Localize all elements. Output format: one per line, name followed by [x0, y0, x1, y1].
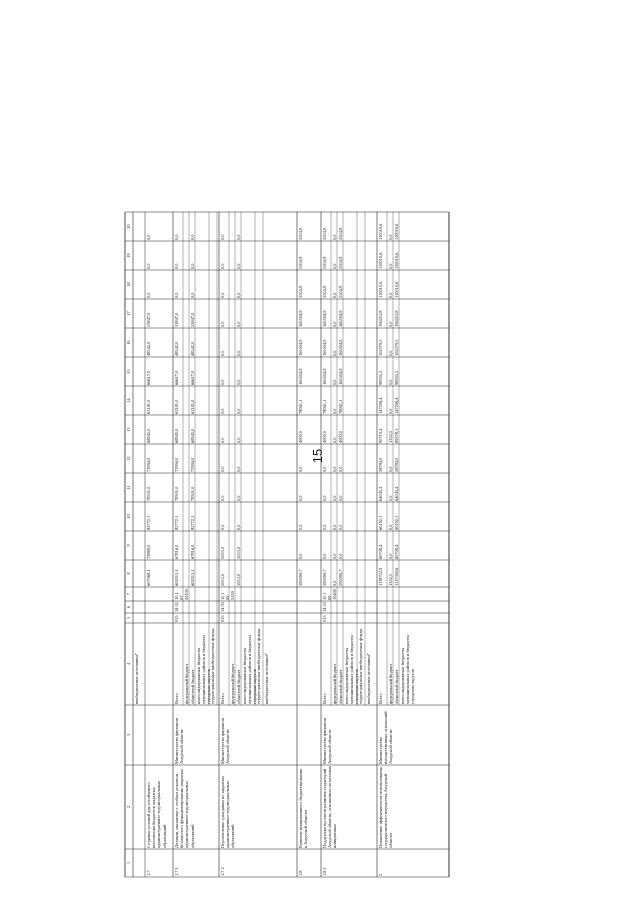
- value-cell: 1117390,6: [394, 567, 399, 586]
- value-cell: 78301,0: [174, 486, 179, 501]
- value-cell: 53847,0: [174, 312, 179, 327]
- value-cell: 68945,0: [146, 428, 151, 443]
- value-cell: 0,0: [220, 437, 225, 443]
- value-cell: 66617,0: [190, 370, 195, 385]
- funding-source-label: областной бюджет: [236, 669, 241, 704]
- column-number-header: 16: [126, 340, 131, 345]
- value-cell: 0,0: [190, 263, 195, 269]
- value-cell: 0,0: [338, 553, 343, 559]
- value-cell: 48542,0: [146, 341, 151, 356]
- value-cell: 0,0: [146, 263, 151, 269]
- value-cell: 165504,9: [298, 368, 303, 385]
- value-cell: 0,0: [332, 524, 337, 530]
- value-cell: 0,0: [236, 234, 241, 240]
- value-cell: 89378,1: [394, 428, 399, 443]
- budget-code: 10 1 09 5159: [220, 591, 236, 600]
- value-cell: 63181,0: [190, 399, 195, 414]
- value-cell: 0,0: [236, 466, 241, 472]
- value-cell: 595090,7: [298, 569, 303, 586]
- value-cell: 0,0: [220, 321, 225, 327]
- value-cell: 78301,0: [190, 486, 195, 501]
- value-cell: 0,0: [236, 437, 241, 443]
- page-number: 15: [310, 448, 325, 464]
- value-cell: 602015,1: [174, 569, 179, 586]
- value-cell: 60192,1: [378, 515, 383, 530]
- value-cell: 165504,9: [338, 368, 343, 385]
- column-number-header: 20: [126, 224, 131, 229]
- value-cell: 0,0: [388, 292, 393, 298]
- value-cell: 63181,0: [146, 399, 151, 414]
- measure-name: Создание условий для устойчивого исполнения бюджетов закрытых административно-территориальных образований: [146, 780, 167, 848]
- value-cell: 60708,4: [378, 544, 383, 559]
- funding-source-label: областной бюджет: [338, 669, 343, 704]
- value-cell: 0,0: [220, 408, 225, 414]
- row-number: 1.7.1: [174, 867, 179, 876]
- value-cell: 0,0: [388, 408, 393, 414]
- value-cell: 0,0: [388, 524, 393, 530]
- value-cell: 0,0: [236, 524, 241, 530]
- value-cell: 5504,9: [322, 256, 327, 269]
- value-cell: 110010,6: [378, 223, 383, 240]
- value-cell: 0,0: [236, 379, 241, 385]
- value-cell: 147206,4: [378, 397, 383, 414]
- value-cell: 0,0: [332, 350, 337, 356]
- value-cell: 0,0: [190, 292, 195, 298]
- funding-source-label: Всего: [220, 693, 225, 704]
- funding-source-label: консолидированные бюджеты муниципальных районов и бюджеты городских округов: [242, 635, 258, 704]
- funding-source-label: консолидированные бюджеты муниципальных районов и бюджеты городских округов: [400, 635, 416, 704]
- executor-name: [298, 706, 321, 764]
- funding-source-label: федеральный бюджет: [230, 663, 235, 704]
- row-number: 1.8: [298, 870, 303, 876]
- funding-source-label: внебюджетные источники*: [264, 653, 269, 704]
- value-cell: 0,0: [174, 234, 179, 240]
- value-cell: 0,0: [332, 234, 337, 240]
- column-number-header: 2: [126, 805, 131, 809]
- funding-source-label: внебюджетные источники*: [366, 653, 371, 704]
- row-number: 2: [378, 873, 383, 876]
- value-cell: 71994,0: [146, 457, 151, 472]
- value-cell: 106201,8: [394, 310, 399, 327]
- value-cell: 0,0: [174, 292, 179, 298]
- value-cell: 48542,0: [174, 341, 179, 356]
- value-cell: 67816,0: [190, 544, 195, 559]
- value-cell: 110010,6: [394, 223, 399, 240]
- value-cell: 58784,0: [394, 457, 399, 472]
- value-cell: 68945,0: [174, 428, 179, 443]
- value-cell: 165504,9: [298, 310, 303, 327]
- funding-source-label: территориальные внебюджетные фонды: [210, 628, 215, 704]
- funding-source-label: [146, 624, 173, 704]
- value-cell: 0,0: [236, 495, 241, 501]
- value-cell: 53847,0: [190, 312, 195, 327]
- executor-name: Министерство финансов Амурской области: [220, 717, 231, 764]
- value-cell: 0,0: [298, 466, 303, 472]
- column-number-header: 1: [126, 861, 131, 865]
- value-cell: 0,0: [332, 580, 337, 586]
- column-number-header: 18: [126, 282, 131, 287]
- value-cell: 0,0: [322, 495, 327, 501]
- executor-name: Министерство финансов Амурской области: [174, 717, 185, 764]
- value-cell: 0,0: [220, 379, 225, 385]
- value-cell: 0,0: [236, 292, 241, 298]
- value-cell: 4000,0: [338, 430, 343, 443]
- column-number-header: 8: [126, 572, 131, 575]
- budget-code: 015: [174, 615, 179, 622]
- value-cell: 4000,0: [322, 430, 327, 443]
- value-cell: 0,0: [146, 292, 151, 298]
- value-cell: 165504,9: [338, 339, 343, 356]
- value-cell: 0,0: [388, 379, 393, 385]
- value-cell: 66617,0: [146, 370, 151, 385]
- funding-source-label: Всего: [174, 693, 179, 704]
- value-cell: 0,0: [220, 263, 225, 269]
- value-cell: 0,0: [220, 234, 225, 240]
- value-cell: 5504,9: [298, 285, 303, 298]
- funding-source-label: территориальные внебюджетные фонды: [358, 628, 363, 704]
- value-cell: 64043,4: [394, 486, 399, 501]
- value-cell: 67816,0: [174, 544, 179, 559]
- value-cell: 0,0: [332, 379, 337, 385]
- value-cell: 0,0: [388, 234, 393, 240]
- budget-code: 015: [322, 615, 327, 622]
- value-cell: 0,0: [332, 321, 337, 327]
- measure-name: Развитие инициативного бюджетирования в Амурской области: [298, 768, 309, 848]
- value-cell: 165504,9: [322, 368, 327, 385]
- value-cell: 0,0: [298, 524, 303, 530]
- row-number: 1.8.1: [322, 867, 327, 876]
- column-number-header: 9: [126, 544, 131, 547]
- budget-code: 10 1 07 50100: [174, 589, 190, 600]
- value-cell: 0,0: [332, 437, 337, 443]
- value-cell: 1332,5: [388, 430, 393, 443]
- value-cell: 5504,9: [322, 227, 327, 240]
- budget-code: 14 03: [322, 602, 327, 612]
- value-cell: 4000,0: [298, 430, 303, 443]
- column-number-header: 5: [126, 616, 131, 620]
- column-number-header: 19: [126, 253, 131, 258]
- value-cell: 78061,1: [298, 399, 303, 414]
- value-cell: 63181,0: [174, 399, 179, 414]
- value-cell: 0,0: [236, 350, 241, 356]
- value-cell: 165504,9: [322, 339, 327, 356]
- value-cell: 98305,2: [378, 370, 383, 385]
- column-number-header: 10: [126, 514, 131, 519]
- value-cell: 64043,4: [378, 486, 383, 501]
- value-cell: 53847,0: [146, 312, 151, 327]
- value-cell: 0,0: [332, 408, 337, 414]
- value-cell: 0,0: [236, 408, 241, 414]
- column-number-header: 11: [126, 485, 131, 490]
- value-cell: 60192,1: [394, 515, 399, 530]
- value-cell: 0,0: [220, 466, 225, 472]
- value-cell: 0,0: [236, 263, 241, 269]
- column-number-header: 12: [126, 456, 131, 461]
- table-cells: [119, 47, 519, 885]
- budget-code: 015: [220, 615, 225, 622]
- value-cell: 1118722,9: [378, 567, 383, 586]
- column-number-header: 7: [126, 592, 131, 596]
- value-cell: 5504,9: [338, 256, 343, 269]
- funding-source-label: [218, 624, 219, 704]
- funding-source-label: Всего: [322, 693, 327, 704]
- value-cell: 0,0: [338, 524, 343, 530]
- value-cell: 82772,1: [190, 515, 195, 530]
- value-cell: 5053,0: [220, 573, 225, 586]
- value-cell: 0,0: [190, 234, 195, 240]
- value-cell: 0,0: [220, 292, 225, 298]
- funding-source-label: федеральный бюджет: [388, 663, 393, 704]
- funding-source-label: консолидированные бюджеты муниципальных районов и бюджеты городских округов: [344, 635, 360, 704]
- value-cell: 90710,4: [378, 428, 383, 443]
- column-number-header: 14: [126, 398, 131, 403]
- budget-code: 10 1 09 10400: [322, 589, 338, 600]
- funding-source-label: территориальные внебюджетные фонды: [256, 628, 261, 704]
- value-cell: 0,0: [236, 321, 241, 327]
- value-cell: 595090,7: [322, 569, 327, 586]
- value-cell: 0,0: [332, 553, 337, 559]
- value-cell: 0,0: [388, 263, 393, 269]
- value-cell: 78061,1: [338, 399, 343, 414]
- executor-name: [146, 706, 173, 764]
- rotated-table-sheet: [119, 47, 519, 885]
- funding-source-label: областной бюджет: [190, 669, 195, 704]
- value-cell: 0,0: [332, 292, 337, 298]
- value-cell: 102579,5: [378, 339, 383, 356]
- value-cell: 58784,0: [378, 457, 383, 472]
- column-number-header: 17: [126, 311, 131, 316]
- value-cell: 5504,9: [322, 285, 327, 298]
- measure-name: Повышение эффективности использования государственного имущества Амурской области: [378, 767, 394, 848]
- value-cell: 66617,0: [174, 370, 179, 385]
- column-number-header: 6: [126, 605, 131, 609]
- executor-name: Министерство финансов Амурской области: [322, 717, 333, 764]
- budget-code: 14 02: [174, 602, 179, 612]
- value-cell: 0,0: [220, 495, 225, 501]
- funding-source-label: областной бюджет: [394, 669, 399, 704]
- value-cell: 110010,6: [378, 281, 383, 298]
- value-cell: 607068,1: [146, 569, 151, 586]
- row-number: 1.7.2: [220, 867, 225, 876]
- value-cell: 48542,0: [190, 341, 195, 356]
- value-cell: 0,0: [388, 321, 393, 327]
- column-number-header: 15: [126, 369, 131, 374]
- value-cell: 82772,1: [174, 515, 179, 530]
- value-cell: 0,0: [174, 263, 179, 269]
- value-cell: 147206,4: [394, 397, 399, 414]
- value-cell: 0,0: [220, 350, 225, 356]
- value-cell: 0,0: [332, 495, 337, 501]
- funding-source-label: федеральный бюджет: [332, 663, 337, 704]
- value-cell: 1332,5: [388, 573, 393, 586]
- value-cell: 595090,7: [338, 569, 343, 586]
- column-number-header: 13: [126, 427, 131, 432]
- value-cell: 0,0: [146, 234, 151, 240]
- value-cell: 5053,0: [236, 573, 241, 586]
- value-cell: 0,0: [388, 466, 393, 472]
- funding-source-label: федеральный бюджет: [184, 663, 189, 704]
- value-cell: 98305,2: [394, 370, 399, 385]
- value-cell: 110010,6: [394, 281, 399, 298]
- value-cell: 60708,4: [394, 544, 399, 559]
- value-cell: 5053,0: [236, 546, 241, 559]
- value-cell: 110010,6: [378, 252, 383, 269]
- value-cell: 110010,6: [394, 252, 399, 269]
- value-cell: 0,0: [220, 524, 225, 530]
- funding-source-label: [298, 624, 321, 704]
- value-cell: 0,0: [332, 263, 337, 269]
- column-number-header: 4: [126, 662, 131, 666]
- value-cell: 5504,9: [338, 285, 343, 298]
- value-cell: 72869,0: [146, 544, 151, 559]
- value-cell: 5504,9: [298, 227, 303, 240]
- funding-source-label: Всего: [378, 693, 383, 704]
- value-cell: 0,0: [298, 553, 303, 559]
- measure-name: Перечисление гражданам из закрытых административно-территориальных образований: [220, 775, 236, 848]
- value-cell: 0,0: [298, 495, 303, 501]
- value-cell: 0,0: [388, 350, 393, 356]
- value-cell: 165504,9: [322, 310, 327, 327]
- value-cell: 71994,0: [190, 457, 195, 472]
- value-cell: 78061,1: [322, 399, 327, 414]
- value-cell: 71994,0: [174, 457, 179, 472]
- column-number-header: 3: [126, 733, 131, 737]
- value-cell: 5504,9: [338, 227, 343, 240]
- budget-code: 14 03: [220, 602, 225, 612]
- value-cell: 0,0: [388, 553, 393, 559]
- value-cell: 0,0: [332, 466, 337, 472]
- value-cell: 165504,9: [338, 310, 343, 327]
- executor-name: Министерство имущественных отношений Амурской области: [378, 711, 394, 764]
- value-cell: 0,0: [388, 495, 393, 501]
- value-cell: 68945,0: [190, 428, 195, 443]
- value-cell: 0,0: [338, 466, 343, 472]
- value-cell: 602015,1: [190, 569, 195, 586]
- value-cell: 0,0: [322, 466, 327, 472]
- value-cell: 5053,0: [220, 546, 225, 559]
- value-cell: 106201,8: [378, 310, 383, 327]
- value-cell: 102579,5: [394, 339, 399, 356]
- funding-source-label: консолидированные бюджеты муниципальных районов и бюджеты городских округов: [196, 635, 212, 704]
- value-cell: 78301,0: [146, 486, 151, 501]
- measure-name: Поддержка проектов развития территорий Амурской области, основанных на местных инициативах: [322, 765, 338, 848]
- value-cell: 82772,1: [146, 515, 151, 530]
- value-cell: 5504,9: [298, 256, 303, 269]
- value-cell: 0,0: [322, 553, 327, 559]
- row-number: 1.7: [146, 870, 151, 876]
- measure-name: Дотации, связанные с особым режимом безопасного функционирования закрытых административно-территориальных образований: [174, 768, 195, 848]
- value-cell: 165504,9: [298, 339, 303, 356]
- value-cell: 0,0: [338, 495, 343, 501]
- value-cell: 0,0: [322, 524, 327, 530]
- funding-source-label: внебюджетные источники*: [134, 653, 139, 704]
